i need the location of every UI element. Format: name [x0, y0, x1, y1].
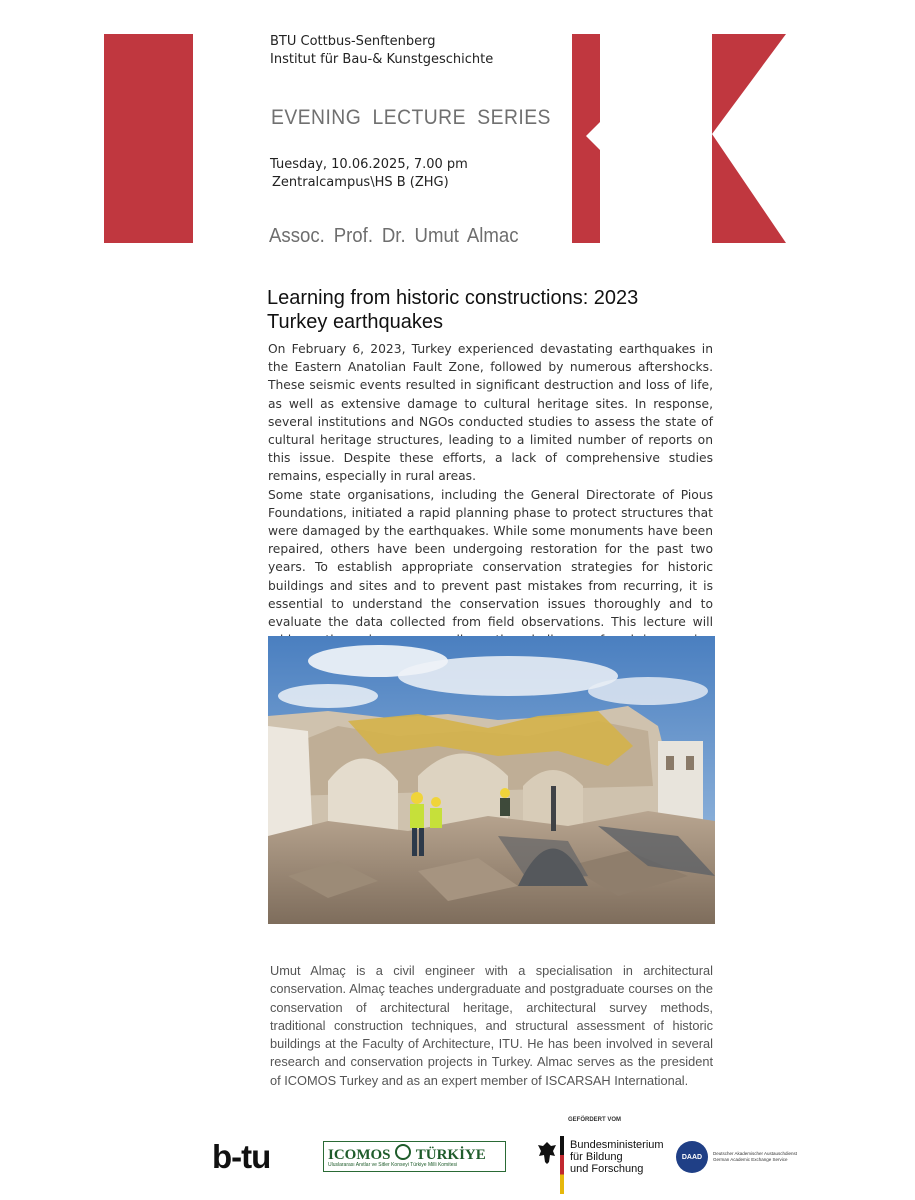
- icomos-turkiye-logo: [323, 1141, 506, 1172]
- speaker-bio: Umut Almaç is a civil engineer with a specialisation in architectural conservation. Almaç teaches undergraduate and postgraduate courses on the conservation of architectural heritage, architectural survey methods, traditional construction techniques, and structural assessment of historic buildings at the Faculty of Architecture, ITU. He has been involved in several research and conservation projects in Turkey. Almac serves as the president of ICOMOS Turkey and as an expert member of ISCARSAH International.: [270, 963, 713, 1088]
- daad-name-de: Deutscher Akademischer Austauschdienst: [713, 1151, 798, 1156]
- lecture-title-line-1: Learning from historic constructions: 2023: [267, 287, 639, 309]
- lecture-title: [267, 286, 727, 334]
- abstract-paragraph-1: On February 6, 2023, Turkey experienced devastating earthquakes in the Eastern Anatolian Fault Zone, followed by numerous aftershocks. These seismic events resulted in significant destruction and loss of life, as well as extensive damage to cultural heritage sites. In response, several institutions and NGOs conducted studies to assess the state of cultural heritage structures, leading to a limited number of reports on this issue. Despite these efforts, a lack of comprehensive studies remains, especially in rural areas.: [268, 342, 713, 484]
- bmbf-line-2: für Bildung: [570, 1151, 623, 1163]
- turkiye-text: TÜRKİYE: [415, 1147, 486, 1163]
- lecture-abstract: [268, 340, 713, 668]
- lecture-title-line-2: Turkey earthquakes: [267, 311, 444, 333]
- event-datetime: Tuesday, 10.06.2025, 7.00 pm: [270, 157, 468, 172]
- earthquake-damage-photo: [268, 636, 715, 924]
- bmbf-logo-text: [570, 1139, 664, 1175]
- bmbf-line-1: Bundesministerium: [570, 1139, 664, 1151]
- institute-name: Institut für Bau-& Kunstgeschichte: [270, 52, 494, 67]
- abstract-paragraph-2: Some state organisations, including the General Directorate of Pious Foundations, initiated a rapid planning phase to protect structures that were damaged by the earthquakes. While some monuments have been repaired, others have been undergoing restoration for the past two years. To establish appropriate conservation strategies for historic buildings and sites and to prevent past mistakes from recurring, it is essential to understand the conservation issues thoroughly and to evaluate the data collected from field observations. This lecture will: [268, 487, 713, 630]
- daad-name-en: German Academic Exchange Service: [713, 1157, 788, 1162]
- bmbf-line-3: und Forschung: [570, 1163, 644, 1175]
- speaker-name: Assoc. Prof. Dr. Umut Almac: [269, 225, 519, 247]
- btu-logo-text: b-tu: [212, 1138, 271, 1175]
- daad-name: [713, 1151, 797, 1163]
- k-arms: [712, 34, 786, 243]
- gefoerdert-label: GEFÖRDERT VOM: [568, 1117, 622, 1123]
- daad-logo-circle: [676, 1141, 708, 1173]
- university-name: BTU Cottbus-Senftenberg: [270, 34, 436, 49]
- daad-logo-text: DAAD: [681, 1153, 703, 1161]
- icomos-emblem-icon: [395, 1144, 411, 1160]
- k-stem: [572, 34, 600, 243]
- btu-logo: [212, 1138, 270, 1176]
- lecture-series-title: EVENING LECTURE SERIES: [271, 106, 551, 129]
- decorative-red-bar-left: [104, 34, 193, 243]
- icomos-text: ICOMOS: [328, 1147, 391, 1163]
- german-flag-bar: [560, 1136, 564, 1194]
- icomos-subtitle: Uluslararası Anıtlar ve Sitler Konseyi Türkiye Milli Komitesi: [328, 1162, 458, 1168]
- event-location: Zentralcampus\HS B (ZHG): [272, 175, 449, 190]
- federal-eagle-icon: [537, 1140, 557, 1166]
- k-logo-graphic: [570, 34, 788, 243]
